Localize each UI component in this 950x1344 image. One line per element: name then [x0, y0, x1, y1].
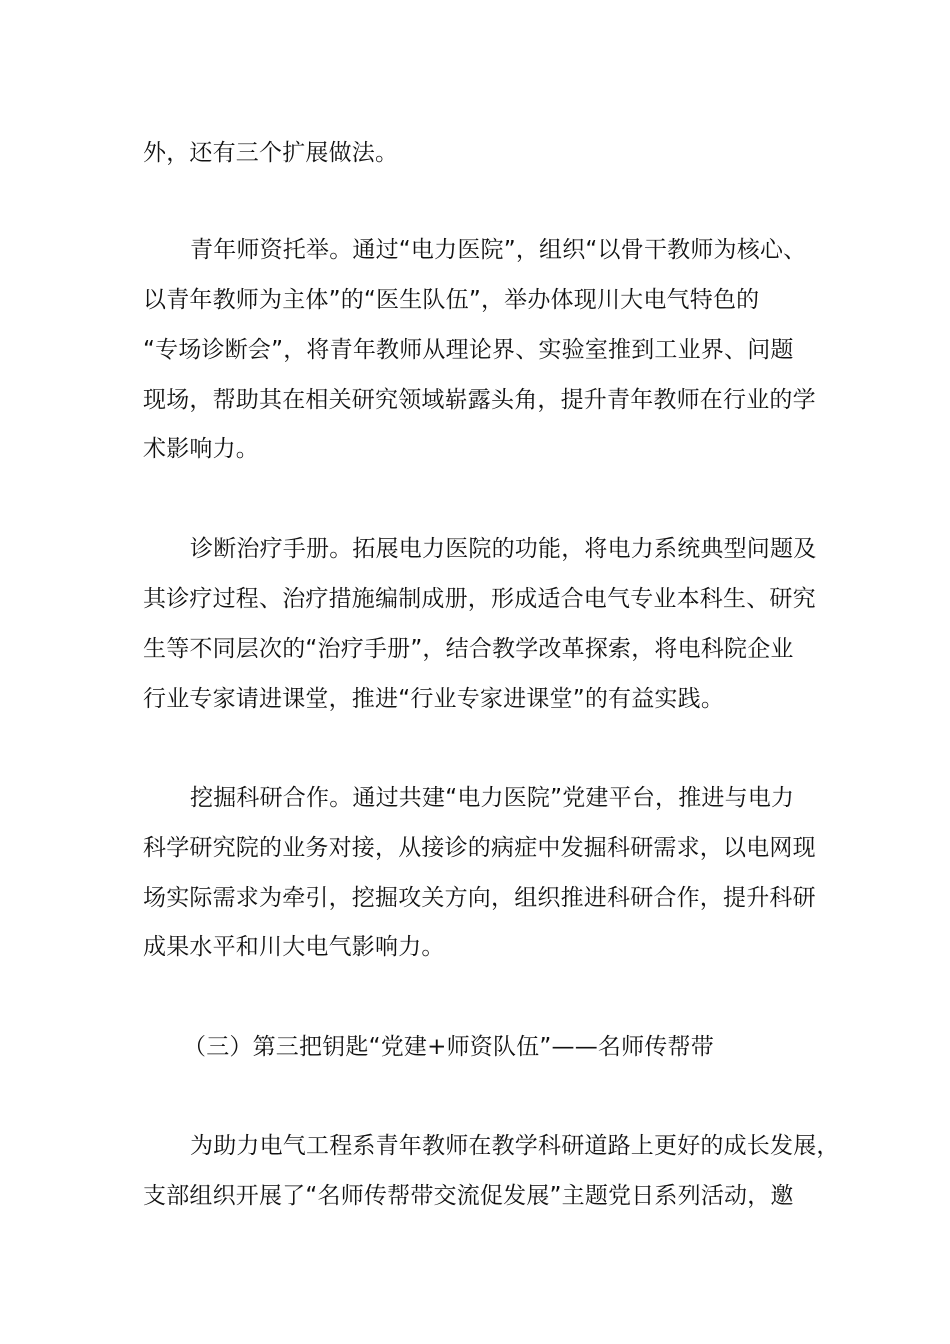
section-heading: （三）第三把钥匙“党建+师资队伍”——名师传帮带 — [183, 1034, 714, 1060]
paragraph-line: 诊断治疗手册。拓展电力医院的功能，将电力系统典型问题及 — [190, 536, 817, 562]
paragraph-line: 生等不同层次的“治疗手册”，结合教学改革探索，将电科院企业 — [143, 636, 794, 662]
paragraph-line: 挖掘科研合作。通过共建“电力医院”党建平台，推进与电力 — [190, 785, 795, 811]
paragraph-line: 为助力电气工程系青年教师在教学科研道路上更好的成长发展， — [190, 1133, 840, 1159]
paragraph-line: 场实际需求为牵引，挖掘攻关方向，组织推进科研合作，提升科研 — [143, 885, 816, 911]
paragraph-line: 青年师资托举。通过“电力医院”，组织“以骨干教师为核心、 — [190, 237, 807, 263]
paragraph-line: 科学研究院的业务对接，从接诊的病症中发掘科研需求，以电网现 — [143, 835, 816, 861]
paragraph-line: 术影响力。 — [143, 436, 259, 462]
paragraph-line: 以青年教师为主体”的“医生队伍”，举办体现川大电气特色的 — [143, 287, 760, 313]
paragraph-line: 现场，帮助其在相关研究领域崭露头角，提升青年教师在行业的学 — [143, 387, 816, 413]
paragraph-line: 其诊疗过程、治疗措施编制成册，形成适合电气专业本科生、研究 — [143, 586, 816, 612]
paragraph-line: 成果水平和川大电气影响力。 — [143, 934, 445, 960]
paragraph-line: 行业专家请进课堂，推进“行业专家进课堂”的有益实践。 — [143, 686, 725, 712]
paragraph-line: 支部组织开展了“名师传帮带交流促发展”主题党日系列活动，邀 — [143, 1183, 794, 1209]
paragraph-continuation-line: 外，还有三个扩展做法。 — [143, 140, 399, 166]
paragraph-line: “专场诊断会”，将青年教师从理论界、实验室推到工业界、问题 — [143, 337, 794, 363]
